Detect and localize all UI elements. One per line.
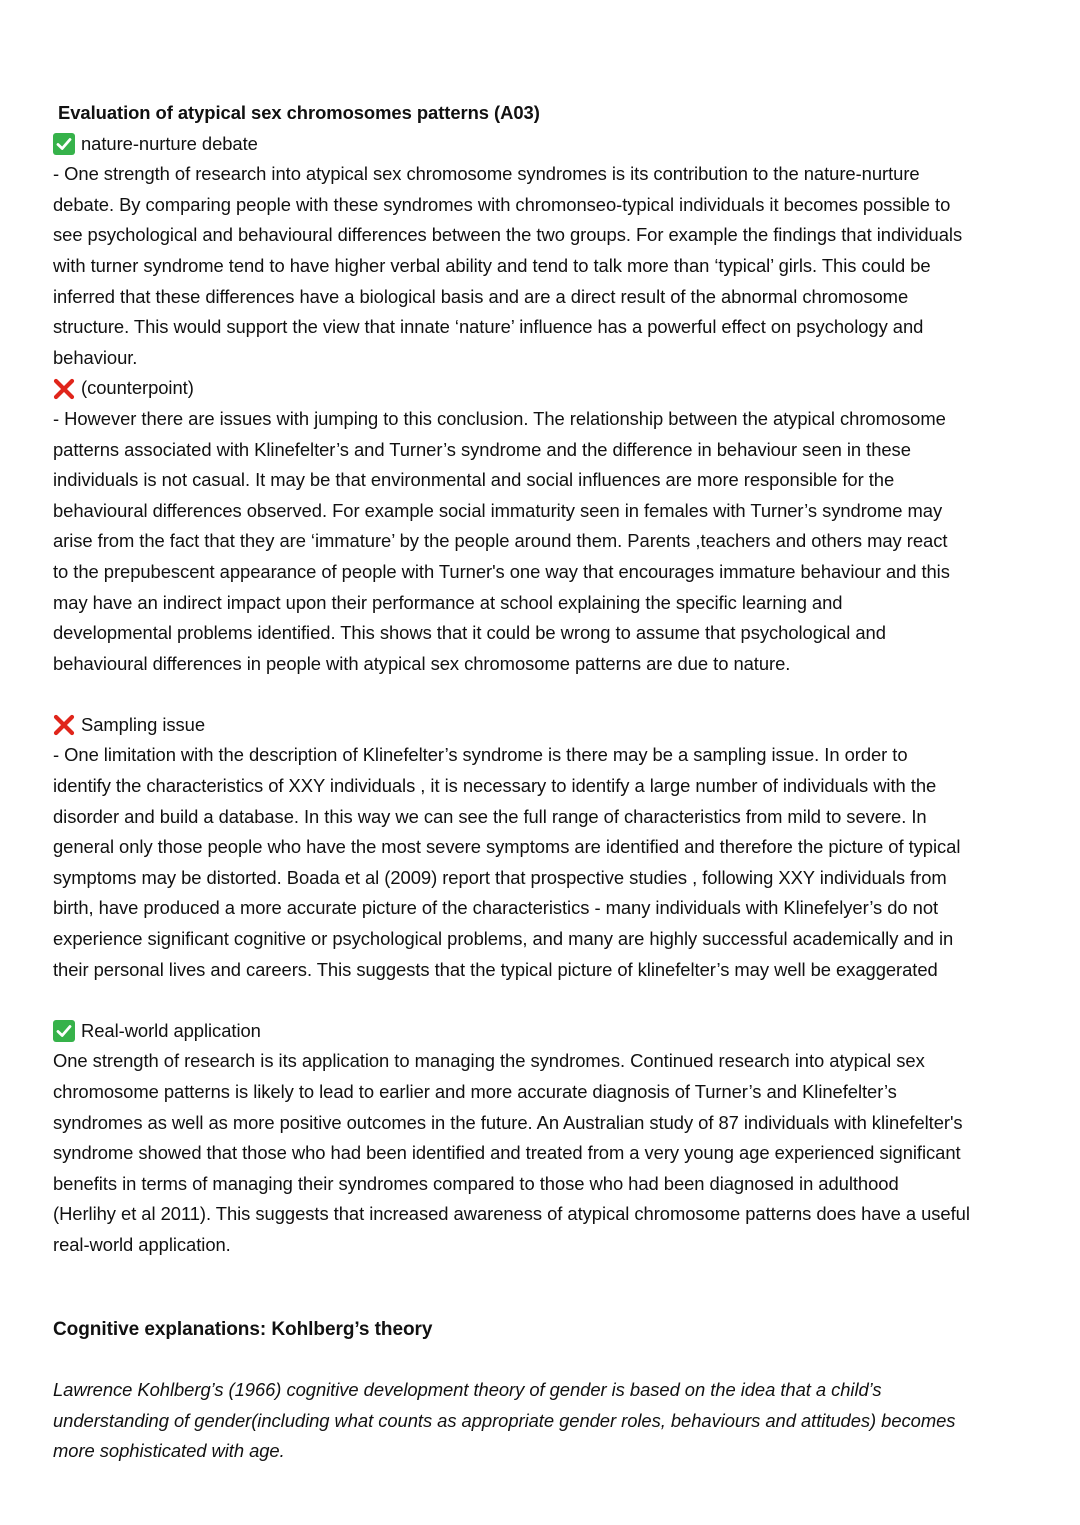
- paragraph-line: identify the characteristics of XXY individuals , it is necessary to identify a large number of individuals with the: [53, 775, 937, 797]
- paragraph-line: chromosome patterns is likely to lead to earlier and more accurate diagnosis of Turner’s and Klinefelter’s: [53, 1081, 897, 1102]
- spacer: [53, 1345, 1063, 1375]
- paragraph-line: experience significant cognitive or psychological problems, and many are highly successful academically and in: [53, 928, 954, 950]
- section-title: Evaluation of atypical sex chromosomes patterns (A03): [58, 102, 540, 123]
- document-page: [53, 98, 1063, 1467]
- paragraph-line: disorder and build a database. In this way we can see the full range of characteristics from mild to severe. In: [53, 805, 927, 827]
- paragraph-line: (Herlihy et al 2011). This suggests that increased awareness of atypical chromosome patterns does have a useful: [53, 1203, 970, 1225]
- paragraph-line: debate. By comparing people with these syndromes with chromonseo-typical individuals it becomes possible to: [53, 193, 951, 215]
- paragraph-line: general only those people who have the most severe symptoms are identified and therefore the picture of typical: [53, 836, 961, 858]
- counterpoint-label: (counterpoint): [81, 377, 194, 399]
- paragraph-line: more sophisticated with age.: [53, 1440, 285, 1462]
- paragraph-line: syndromes as well as more positive outcomes in the future. An Australian study of 87 individuals with klinefelter's: [53, 1111, 963, 1133]
- spacer: [53, 1261, 1063, 1315]
- paragraph-line: may have an indirect impact upon their performance at school explaining the specific learning and: [53, 591, 843, 613]
- paragraph-nature-nurture: [53, 159, 1063, 373]
- paragraph-line: benefits in terms of managing their syndromes compared to those who had been diagnosed in adulthood: [53, 1172, 899, 1194]
- paragraph-line: - One limitation with the description of Klinefelter’s syndrome is there may be a sampling issue. In order to: [53, 744, 908, 766]
- paragraph-counterpoint: [53, 404, 1063, 679]
- paragraph-line: structure. This would support the view that innate ‘nature’ influence has a powerful effect on psychology and: [53, 316, 924, 338]
- cross-mark-icon: [53, 714, 75, 736]
- check-mark-icon: [53, 133, 75, 155]
- paragraph-line: developmental problems identified. This shows that it could be wrong to assume that psychological and: [53, 622, 886, 644]
- paragraph-real-world: [53, 1046, 1063, 1260]
- paragraph-line: behaviour.: [53, 346, 138, 368]
- sampling-label-row: [53, 710, 1063, 741]
- paragraph-line: symptoms may be distorted. Boada et al (2009) report that prospective studies , following XXY individuals from: [53, 866, 947, 888]
- paragraph-line: Lawrence Kohlberg’s (1966) cognitive development theory of gender is based on the idea that a child’s: [53, 1379, 882, 1401]
- paragraph-line: inferred that these differences have a biological basis and are a direct result of the abnormal chromosome: [53, 285, 909, 307]
- paragraph-line: syndrome showed that those who had been identified and treated from a very young age experienced significant: [53, 1142, 961, 1164]
- paragraph-line: - One strength of research into atypical sex chromosome syndromes is its contribution to the nature-nurture: [53, 163, 920, 185]
- paragraph-line: individuals is not casual. It may be that environmental and social influences are more responsible for the: [53, 469, 895, 491]
- paragraph-line: One strength of research is its application to managing the syndromes. Continued research into atypical sex: [53, 1050, 925, 1072]
- paragraph-line: understanding of gender(including what counts as appropriate gender roles, behaviours and attitudes) becomes: [53, 1409, 956, 1431]
- spacer: [53, 985, 1063, 1016]
- counterpoint-label-row: [53, 373, 1063, 404]
- paragraph-line: arise from the fact that they are ‘immature’ by the people around them. Parents ,teachers and others may react: [53, 530, 948, 552]
- paragraph-line: their personal lives and careers. This suggests that the typical picture of klinefelter’s may well be exaggerated: [53, 958, 938, 980]
- paragraph-line: patterns associated with Klinefelter’s and Turner’s syndrome and the difference in behaviour seen in these: [53, 438, 911, 460]
- paragraph-line: - However there are issues with jumping to this conclusion. The relationship between the atypical chromosome: [53, 407, 946, 429]
- paragraph-sampling: [53, 740, 1063, 985]
- paragraph-line: real-world application.: [53, 1233, 231, 1255]
- section-title-kohlberg: Cognitive explanations: Kohlberg’s theory: [53, 1318, 433, 1340]
- sampling-label: Sampling issue: [81, 713, 206, 735]
- paragraph-line: birth, have produced a more accurate picture of the characteristics - many individuals with Klinefelyer’s do not: [53, 897, 939, 919]
- cross-mark-icon: [53, 378, 75, 400]
- spacer: [53, 679, 1063, 710]
- real-world-label-row: [53, 1016, 1063, 1047]
- paragraph-kohlberg-intro: [53, 1375, 1063, 1467]
- paragraph-line: behavioural differences in people with atypical sex chromosome patterns are due to nature.: [53, 652, 791, 674]
- check-mark-icon: [53, 1020, 75, 1042]
- paragraph-line: see psychological and behavioural differences between the two groups. For example the findings that individuals: [53, 224, 963, 246]
- point-label-row: [53, 129, 1063, 160]
- paragraph-line: with turner syndrome tend to have higher verbal ability and tend to talk more than ‘typical’ girls. This could be: [53, 254, 931, 276]
- paragraph-line: behavioural differences observed. For example social immaturity seen in females with Turner’s syndrome may: [53, 499, 943, 521]
- point-label: nature-nurture debate: [81, 132, 258, 154]
- paragraph-line: to the prepubescent appearance of people with Turner's one way that encourages immature behaviour and this: [53, 560, 950, 582]
- real-world-label: Real-world application: [81, 1019, 261, 1041]
